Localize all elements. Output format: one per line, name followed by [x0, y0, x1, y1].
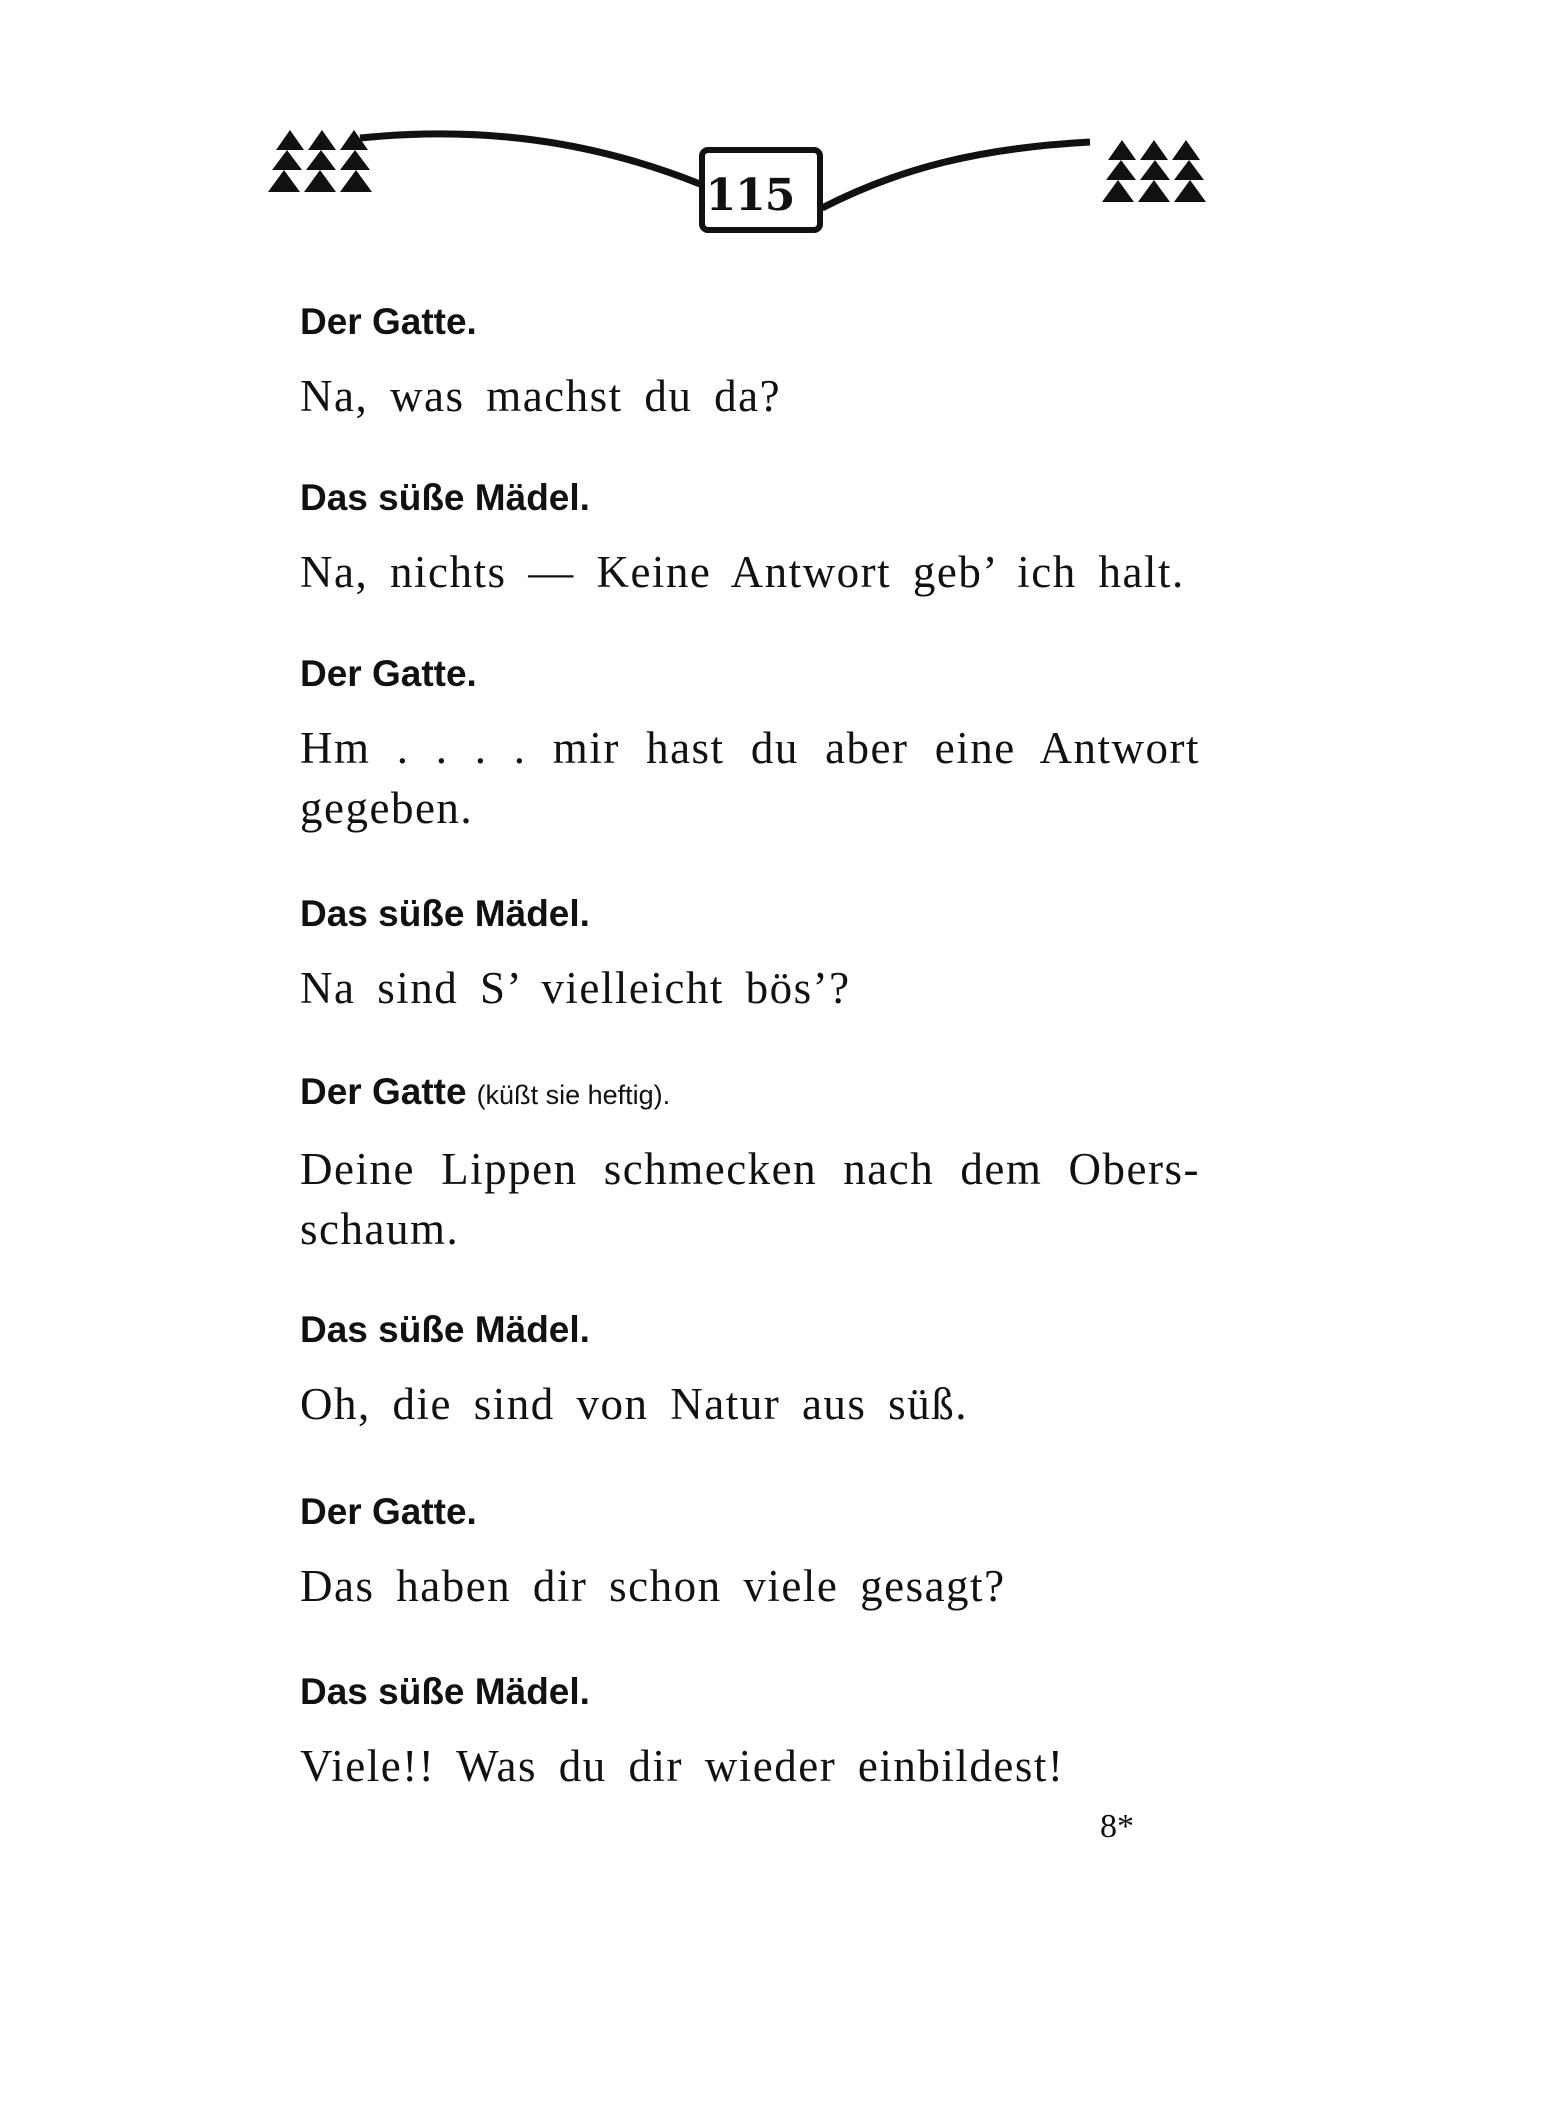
speaker-name: Das süße Mädel. [300, 893, 590, 934]
dialogue-block [300, 1308, 1200, 1434]
speaker-name [300, 1070, 1200, 1117]
dialogue-block [300, 1490, 1200, 1616]
dialogue-line: Na, nichts — Keine Antwort geb’ ich halt. [300, 547, 1185, 597]
speaker-name: Das süße Mädel. [300, 1309, 590, 1350]
signature-mark: 8* [1100, 1808, 1134, 1845]
page-number: 115 [705, 170, 795, 221]
speaker-name: Der Gatte. [300, 301, 477, 342]
dialogue-line: Oh, die sind von Natur aus süß. [300, 1379, 968, 1429]
dialogue-block [300, 476, 1200, 602]
dialogue-line: Viele!! Was du dir wieder einbildest! [300, 1741, 1065, 1791]
dialogue-block [300, 300, 1200, 426]
dialogue-block [300, 1670, 1200, 1796]
dialogue-block [300, 1070, 1200, 1259]
page-header-ornament [260, 128, 1240, 248]
speaker-label: Der Gatte [300, 1071, 467, 1112]
speaker-name: Der Gatte. [300, 653, 477, 694]
stage-direction: (küßt sie heftig). [476, 1080, 671, 1110]
dialogue-block [300, 652, 1200, 838]
dialogue-line: Hm . . . . mir hast du aber eine Antwort gegeben. [300, 723, 1200, 833]
dialogue-line: Na, was machst du da? [300, 371, 782, 421]
speaker-name: Das süße Mädel. [300, 1671, 590, 1712]
dialogue-block [300, 892, 1200, 1018]
speaker-name: Der Gatte. [300, 1491, 477, 1532]
dialogue-line: Das haben dir schon viele gesagt? [300, 1561, 1006, 1611]
dialogue-line: Na sind S’ vielleicht bös’? [300, 963, 851, 1013]
speaker-name: Das süße Mädel. [300, 477, 590, 518]
dialogue-line: Deine Lippen schmecken nach dem Obers-schaum. [300, 1144, 1200, 1254]
